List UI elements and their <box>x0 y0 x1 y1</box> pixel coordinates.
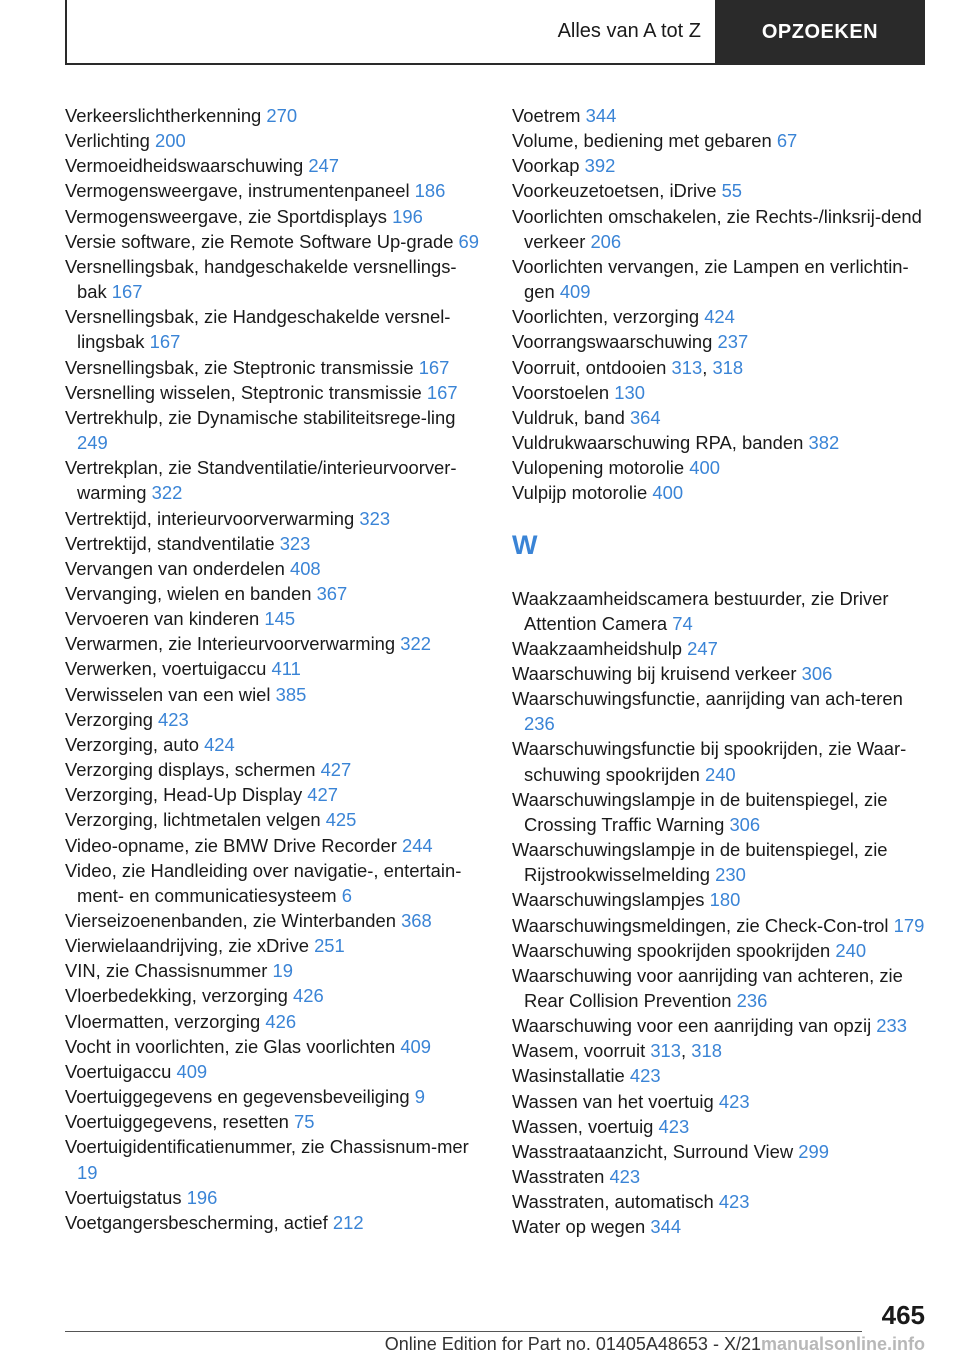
index-entry <box>65 983 485 1008</box>
index-entry <box>512 1164 932 1189</box>
page-ref-link[interactable]: 409 <box>176 1060 208 1082</box>
index-entry <box>65 153 485 178</box>
index-entry <box>65 1009 485 1034</box>
index-entry <box>512 686 932 736</box>
entry-term: Voorlichten, verzorging <box>512 306 700 328</box>
entry-term: Waarschuwing voor een aanrijding van opzij <box>512 1015 872 1037</box>
page-ref-link[interactable]: 364 <box>629 406 661 428</box>
page-ref-link[interactable]: 130 <box>614 381 645 403</box>
index-entry <box>512 661 932 686</box>
entry-term: Voorkeuzetoetsen, iDrive <box>512 180 717 202</box>
tab-section-label[interactable]: Alles van A tot Z <box>65 0 715 65</box>
index-entry <box>512 380 932 405</box>
page-ref-link[interactable]: 306 <box>729 813 761 835</box>
entry-term: Wasstraten, automatisch <box>512 1191 714 1213</box>
page-ref-link[interactable]: 426 <box>265 1010 297 1032</box>
entry-term: Voetrem <box>512 105 581 126</box>
entry-term: Waarschuwing voor aanrijding van achteren, zie Rear Collision Prevention <box>512 964 903 1011</box>
index-entry <box>65 1109 485 1134</box>
page-ref-link[interactable]: 322 <box>151 482 183 504</box>
page-ref-link[interactable]: 196 <box>392 205 423 227</box>
entry-term: Vermoeidheidswaarschuwing <box>65 155 304 177</box>
page-ref-link[interactable]: 236 <box>524 713 555 735</box>
index-entry <box>512 636 932 661</box>
entry-term: Vertrektijd, standventilatie <box>65 532 275 554</box>
index-column-right <box>512 103 932 1240</box>
index-entry <box>65 178 485 203</box>
index-entry <box>65 1134 485 1184</box>
page-ref-link[interactable]: 400 <box>652 482 684 504</box>
entry-term: Voertuiggegevens, resetten <box>65 1111 289 1133</box>
page-ref-link[interactable]: 423 <box>718 1191 750 1213</box>
footer-divider <box>65 1331 862 1332</box>
entry-term: Verwisselen van een wiel <box>65 683 271 705</box>
page-ref-link[interactable]: 385 <box>275 683 307 705</box>
entry-term: Waarschuwingslampje in de buitenspiegel, zie Crossing Traffic Warning <box>512 788 888 835</box>
index-entry <box>512 430 932 455</box>
page-ref-link[interactable]: 409 <box>559 281 591 303</box>
index-entry <box>512 103 932 128</box>
entry-term: Voertuigaccu <box>65 1060 172 1082</box>
entry-term: Vermogensweergave, zie Sportdisplays <box>65 205 388 227</box>
page-ref-link[interactable]: 322 <box>400 633 431 655</box>
page-ref-link[interactable]: 423 <box>609 1166 641 1188</box>
entry-term: Versnelling wisselen, Steptronic transmissie <box>65 381 422 403</box>
index-entry <box>512 1114 932 1139</box>
entry-term: Vertrekplan, zie Standventilatie/interieurvoorver‐warming <box>65 457 457 504</box>
page-ref-link[interactable]: 200 <box>154 130 186 152</box>
watermark-text: manualsonline.info <box>760 1334 925 1354</box>
entry-term: Video-opname, zie BMW Drive Recorder <box>65 834 397 856</box>
page-ref-link[interactable]: 19 <box>272 960 293 982</box>
entry-term: Versnellingsbak, zie Steptronic transmissie <box>65 356 414 378</box>
entry-term: Vulpijp motorolie <box>512 482 648 504</box>
entry-term: Verkeerslichtherkenning <box>65 105 262 126</box>
entry-term: Verzorging <box>65 708 153 730</box>
entry-term: Verzorging, Head-Up Display <box>65 784 303 806</box>
page-ref-link[interactable]: 425 <box>325 809 357 831</box>
page-number: 465 <box>881 1300 925 1330</box>
entry-term: Vierseizoenenbanden, zie Winterbanden <box>65 910 396 931</box>
page-ref-link[interactable]: 247 <box>687 637 718 659</box>
tab-opzoeken[interactable]: OPZOEKEN <box>715 0 925 65</box>
index-entry <box>512 1139 932 1164</box>
page-ref-link[interactable]: 167 <box>426 381 458 403</box>
index-entry <box>65 807 485 832</box>
page-ref-link[interactable]: 367 <box>316 582 348 604</box>
page-ref-link[interactable]: 236 <box>736 990 768 1011</box>
page-ref-link[interactable]: 167 <box>111 281 143 303</box>
page-ref-link[interactable]: 237 <box>717 331 749 353</box>
page-ref-link[interactable]: 423 <box>718 1090 750 1112</box>
entry-term: Vloermatten, verzorging <box>65 1010 261 1032</box>
index-entry <box>65 304 485 354</box>
entry-term: Waarschuwingslampje in de buitenspiegel, zie Rijstrookwisselmelding <box>512 839 888 886</box>
edition-text: Online Edition for Part no. 01405A48653 - X/21 <box>384 1334 761 1354</box>
index-entry <box>512 254 932 304</box>
page-ref-link[interactable]: 75 <box>294 1111 315 1133</box>
page-ref-link[interactable]: 423 <box>629 1065 661 1087</box>
page-ref-link[interactable]: 212 <box>332 1211 364 1233</box>
entry-term: Wasinstallatie <box>512 1065 625 1087</box>
index-entry <box>512 887 932 912</box>
index-entry <box>512 480 932 505</box>
page-ref-link[interactable]: 424 <box>704 306 735 328</box>
entry-term: Vuldruk, band <box>512 406 625 428</box>
index-entry <box>65 1185 485 1210</box>
index-entry <box>65 606 485 631</box>
entry-term: Verzorging displays, schermen <box>65 759 316 781</box>
index-entry <box>65 455 485 505</box>
page-ref-link[interactable]: 6 <box>341 884 352 906</box>
page-ref-link[interactable]: 423 <box>658 1115 690 1137</box>
entry-term: Water op wegen <box>512 1216 646 1238</box>
index-entry <box>512 304 932 329</box>
page-ref-link[interactable]: 55 <box>721 180 743 202</box>
page-ref-link[interactable]: 230 <box>715 864 746 886</box>
index-entry <box>65 531 485 556</box>
entry-term: Verwerken, voertuigaccu <box>65 658 267 680</box>
entry-term: Vertrektijd, interieurvoorverwarming <box>65 507 355 529</box>
index-entry <box>65 380 485 405</box>
page-ref-link[interactable]: 427 <box>320 759 352 781</box>
entry-term: Vloerbedekking, verzorging <box>65 985 288 1007</box>
index-entry <box>512 736 932 786</box>
entry-term: Vocht in voorlichten, zie Glas voorlichten <box>65 1035 396 1057</box>
index-entry <box>512 128 932 153</box>
entry-term: Vertrekhulp, zie Dynamische stabiliteitsrege‐ling <box>65 406 456 428</box>
entry-term: Voorruit, ontdooien <box>512 356 667 378</box>
index-column-left <box>65 103 485 1235</box>
index-entry <box>65 556 485 581</box>
page-ref-link[interactable]: 424 <box>204 733 235 755</box>
index-entry <box>512 837 932 887</box>
index-entry <box>65 1059 485 1084</box>
page-ref-link[interactable]: 392 <box>584 155 616 177</box>
index-entry <box>512 153 932 178</box>
footer-edition <box>385 1334 925 1355</box>
page-ref-link[interactable]: 9 <box>414 1086 425 1108</box>
index-entry: Voorruit, ontdooien 313, 318 <box>512 356 744 378</box>
page-ref-link[interactable]: 249 <box>77 432 108 454</box>
index-entry <box>65 933 485 958</box>
index-entry <box>512 1063 932 1088</box>
entry-term: Wasem, voorruit <box>512 1040 646 1062</box>
index-entry <box>65 128 485 153</box>
index-entry <box>65 833 485 858</box>
page-ref-link[interactable]: 318 <box>691 1040 722 1062</box>
entry-term: Wassen, voertuig <box>512 1115 654 1137</box>
index-entry <box>512 586 932 636</box>
entry-term: Vermogensweergave, instrumentenpaneel <box>65 180 410 202</box>
index-entry <box>65 656 485 681</box>
page-ref-link[interactable]: 313 <box>671 356 703 378</box>
entry-term: Verwarmen, zie Interieurvoorverwarming <box>65 633 396 655</box>
entry-term: Voertuiggegevens en gegevensbeveiliging <box>65 1086 410 1108</box>
page-ref-link[interactable]: 323 <box>359 507 391 529</box>
index-entry <box>65 1034 485 1059</box>
index-entry <box>512 204 932 254</box>
entry-term: Waarschuwingsfunctie, aanrijding van ach‐teren <box>512 688 903 710</box>
entry-term: Versie software, zie Remote Software Up‐grade <box>65 230 454 252</box>
page-ref-link[interactable]: 382 <box>808 432 840 454</box>
page-ref-link[interactable]: 233 <box>876 1015 907 1037</box>
index-entry <box>512 1214 932 1239</box>
page-ref-link[interactable]: 186 <box>414 180 446 202</box>
index-entry <box>65 581 485 606</box>
index-entry <box>65 782 485 807</box>
index-entry <box>65 682 485 707</box>
page-ref-link[interactable]: 426 <box>293 985 324 1007</box>
page-ref-link[interactable]: 247 <box>308 155 340 177</box>
index-entry <box>65 229 485 254</box>
page-ref-link[interactable]: 240 <box>835 939 867 961</box>
index-entry <box>512 1189 932 1214</box>
entry-term: Wasstraataanzicht, Surround View <box>512 1140 794 1162</box>
index-entry <box>512 913 932 938</box>
entry-term: Voetgangersbescherming, actief <box>65 1211 328 1233</box>
entry-term: Verzorging, auto <box>65 733 199 755</box>
page-ref-link[interactable]: 196 <box>186 1186 218 1208</box>
page-ref-link[interactable]: 270 <box>266 105 298 126</box>
index-entry <box>65 103 485 128</box>
page-ref-link[interactable]: 427 <box>307 784 338 806</box>
page-ref-link[interactable]: 145 <box>264 608 296 630</box>
index-entry <box>65 732 485 757</box>
index-entry <box>512 787 932 837</box>
entry-term: Wassen van het voertuig <box>512 1090 714 1112</box>
page-ref-link[interactable]: 400 <box>689 457 720 479</box>
index-entry: Wasem, voorruit 313, 318 <box>512 1040 722 1062</box>
entry-term: Waarschuwing spookrijden spookrijden <box>512 939 831 961</box>
section-letter-heading: W <box>512 529 538 560</box>
entry-term: Waakzaamheidscamera bestuurder, zie Driver Attention Camera <box>512 587 889 634</box>
entry-term: Voertuigidentificatienummer, zie Chassisnum‐mer <box>65 1136 469 1158</box>
page-ref-link[interactable]: 411 <box>271 658 301 680</box>
index-entry <box>512 329 932 354</box>
entry-term: Voorrangswaarschuwing <box>512 331 713 353</box>
page-ref-link[interactable]: 179 <box>893 914 925 936</box>
index-entry <box>65 506 485 531</box>
entry-term: Verlichting <box>65 130 150 152</box>
entry-term: Video, zie Handleiding over navigatie-, entertain‐ment- en communicatiesysteem <box>65 859 462 906</box>
entry-term: VIN, zie Chassisnummer <box>65 960 268 982</box>
index-entry <box>65 355 485 380</box>
page-ref-link[interactable]: 313 <box>650 1040 682 1062</box>
index-entry <box>65 405 485 455</box>
page-ref-link[interactable]: 299 <box>798 1140 829 1162</box>
page-ref-link[interactable]: 19 <box>77 1161 98 1183</box>
page-ref-link[interactable]: 368 <box>401 910 432 931</box>
index-entry <box>65 1210 485 1235</box>
page-ref-link[interactable]: 244 <box>401 834 433 856</box>
page-ref-link[interactable]: 344 <box>650 1216 682 1238</box>
page-ref-link[interactable]: 344 <box>585 105 617 126</box>
entry-term: Vuldrukwaarschuwing RPA, banden <box>512 432 804 454</box>
entry-term: Voorlichten omschakelen, zie Rechts-/linksrij‐dend verkeer <box>512 205 922 252</box>
page-ref-link[interactable]: 423 <box>158 708 189 730</box>
page-ref-link[interactable]: 180 <box>709 889 741 911</box>
page-ref-link[interactable]: 167 <box>149 331 181 353</box>
page-ref-link[interactable]: 323 <box>279 532 311 554</box>
index-entry <box>512 1013 932 1038</box>
entry-term: Waarschuwingslampjes <box>512 889 705 911</box>
page-ref-link[interactable]: 409 <box>400 1035 431 1057</box>
page-ref-link[interactable]: 67 <box>776 130 798 152</box>
index-entry <box>65 757 485 782</box>
entry-term: Versnellingsbak, zie Handgeschakelde versnel‐lingsbak <box>65 306 451 353</box>
entry-term: Voorkap <box>512 155 580 177</box>
page-ref-link[interactable]: 318 <box>712 356 744 378</box>
index-group-w <box>512 586 932 1240</box>
entry-term: Waarschuwing bij kruisend verkeer <box>512 662 797 684</box>
entry-term: Wasstraten <box>512 1166 605 1188</box>
entry-term: Waakzaamheidshulp <box>512 637 683 659</box>
entry-term: Vierwielaandrijving, zie xDrive <box>65 935 309 957</box>
page-ref-link[interactable]: 240 <box>704 763 736 785</box>
entry-term: Vervanging, wielen en banden <box>65 582 312 604</box>
index-entry <box>65 707 485 732</box>
entry-term: Vulopening motorolie <box>512 457 685 479</box>
entry-term: Waarschuwingsmeldingen, zie Check-Con‐trol <box>512 914 889 936</box>
index-group-v-continued <box>512 103 932 506</box>
entry-term: Voertuigstatus <box>65 1186 182 1208</box>
entry-term: Verzorging, lichtmetalen velgen <box>65 809 321 831</box>
entry-term: Vervangen van onderdelen <box>65 557 285 579</box>
index-entry <box>65 1084 485 1109</box>
index-entry <box>512 178 932 203</box>
index-entry <box>512 405 932 430</box>
index-entry <box>65 908 485 933</box>
page-ref-link[interactable]: 206 <box>590 230 622 252</box>
index-entry <box>512 938 932 963</box>
index-entry <box>65 254 485 304</box>
page-ref-link[interactable]: 74 <box>672 612 693 634</box>
entry-term: Voorstoelen <box>512 381 610 403</box>
index-entry <box>512 455 932 480</box>
page-ref-link[interactable]: 167 <box>418 356 450 378</box>
header-tabs <box>65 0 925 65</box>
entry-term: Waarschuwingsfunctie bij spookrijden, zie Waar‐schuwing spookrijden <box>512 738 907 785</box>
page-ref-link[interactable]: 408 <box>289 557 321 579</box>
page-ref-link[interactable]: 69 <box>458 230 480 252</box>
entry-term: Versnellingsbak, handgeschakelde versnellings‐bak <box>65 255 457 303</box>
entry-term: Volume, bediening met gebaren <box>512 130 772 152</box>
page-ref-link[interactable]: 306 <box>801 662 833 684</box>
index-entry <box>65 958 485 983</box>
index-entry <box>65 631 485 656</box>
page-ref-link[interactable]: 251 <box>314 935 345 957</box>
index-entry <box>65 204 485 229</box>
index-entry <box>512 1089 932 1114</box>
index-entry <box>512 963 932 1013</box>
entry-term: Vervoeren van kinderen <box>65 608 260 630</box>
index-entry <box>65 858 485 908</box>
entry-term: Voorlichten vervangen, zie Lampen en verlichtin‐gen <box>512 255 909 303</box>
